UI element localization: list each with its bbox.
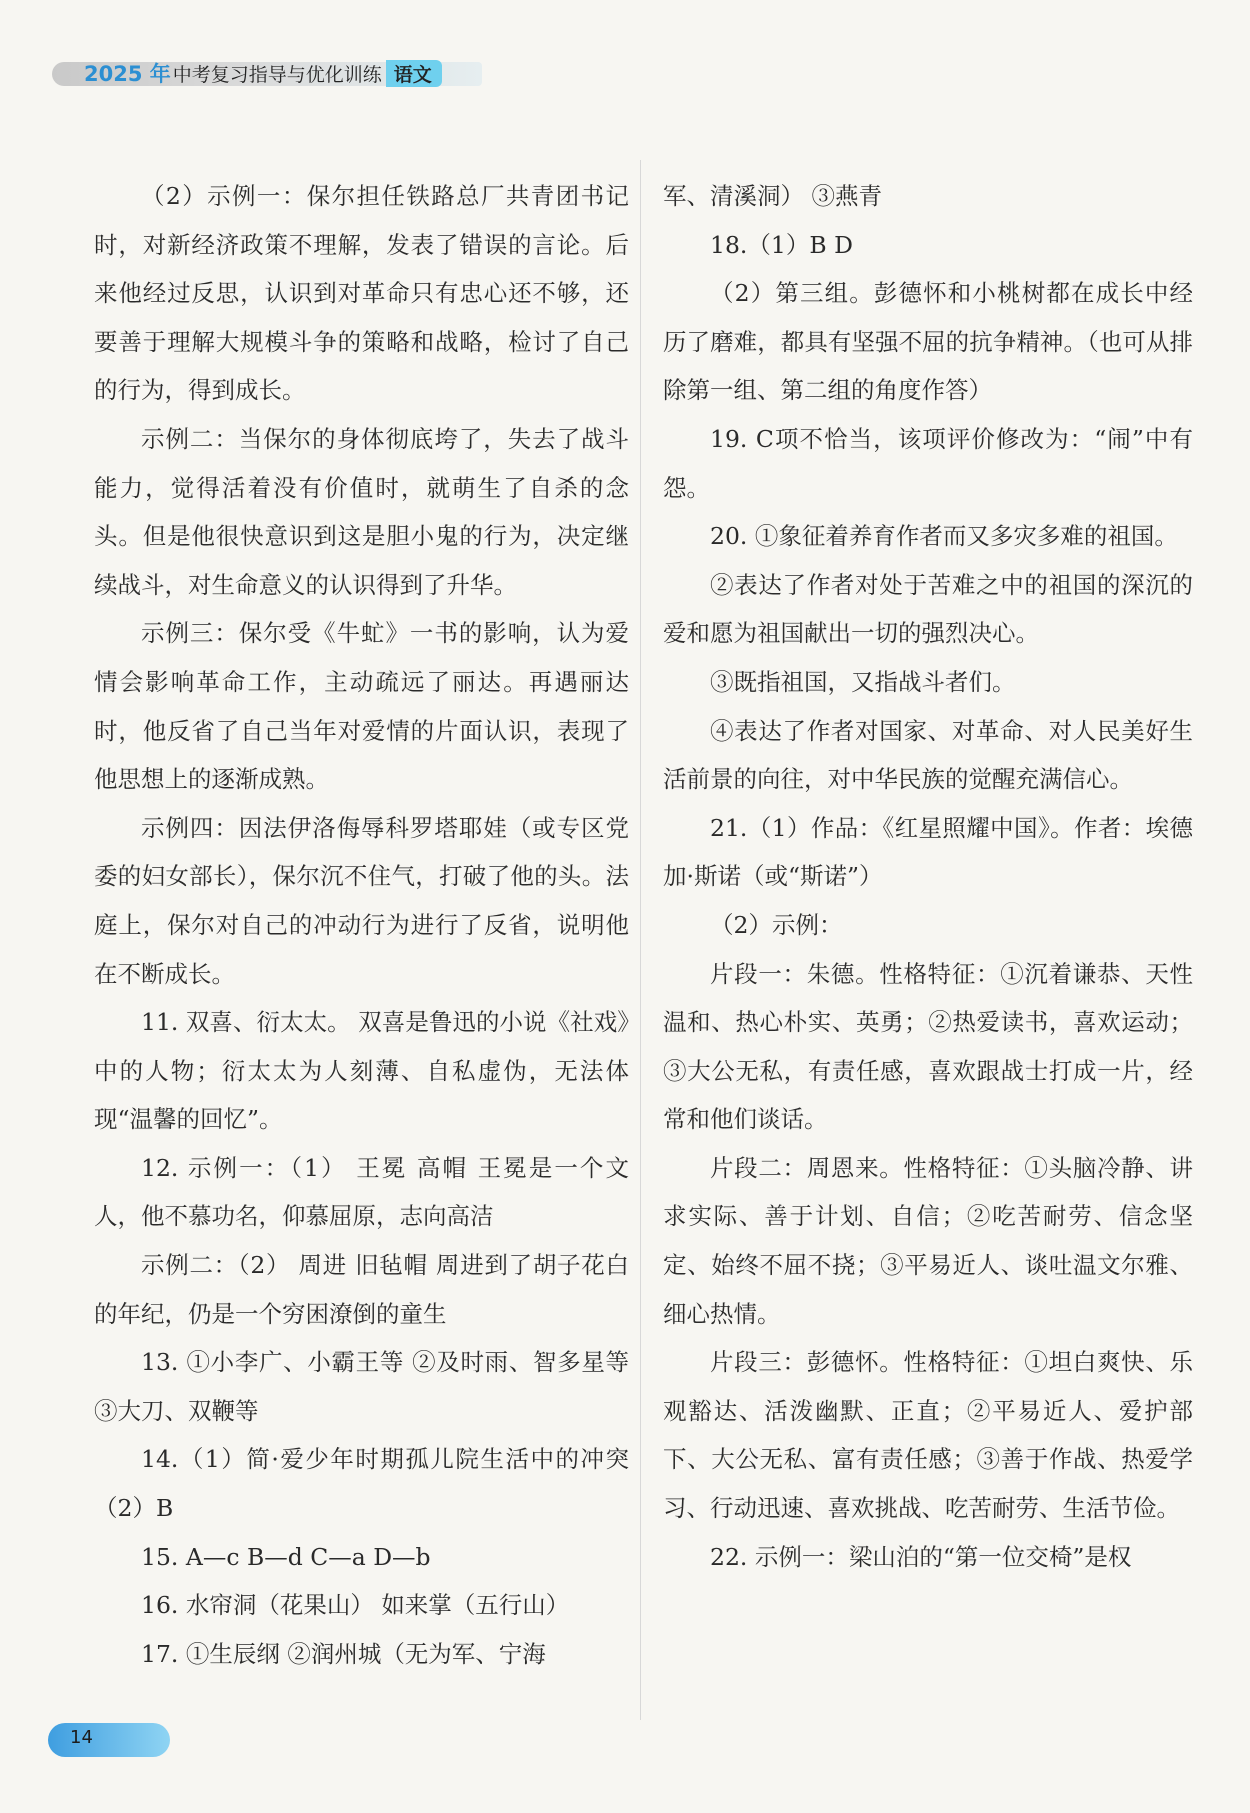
answer-paragraph: 片段二：周恩来。性格特征：①头脑冷静、讲求实际、善于计划、自信；②吃苦耐劳、信念坚定、始终不屈不挠；③平易近人、谈吐温文尔雅、细心热情。 [663,1153,1193,1328]
page-number: 14 [70,1727,93,1748]
header-title: 中考复习指导与优化训练 [172,63,382,86]
answer-paragraph: （2）示例一：保尔担任铁路总厂共青团书记时，对新经济政策不理解，发表了错误的言论。后来他经过反思，认识到对革命只有忠心还不够，还要善于理解大规模斗争的策略和战略，检讨了自己的行为，得到成长。 [94,182,629,405]
page-header [52,58,442,88]
answer-paragraph: 19. C项不恰当，该项评价修改为：“闹”中有怨。 [663,424,1193,502]
answer-paragraph: 示例三：保尔受《牛虻》一书的影响，认为爱情会影响革命工作，主动疏远了丽达。再遇丽达时，他反省了自己当年对爱情的片面认识，表现了他思想上的逐渐成熟。 [94,619,629,794]
answer-paragraph: 20. ①象征着养育作者而又多灾多难的祖国。 [710,522,1178,551]
answer-paragraph: 示例四：因法伊洛侮辱科罗塔耶娃（或专区党委的妇女部长），保尔沉不住气，打破了他的头。法庭上，保尔对自己的冲动行为进行了反省，说明他在不断成长。 [94,813,629,988]
answer-paragraph: 16. 水帘洞（花果山） 如来掌（五行山） [141,1591,570,1620]
answer-paragraph: 17. ①生辰纲 ②润州城（无为军、宁海 [141,1639,546,1668]
page-number-tab [48,1723,170,1757]
answer-paragraph: （2）第三组。彭德怀和小桃树都在成长中经历了磨难，都具有坚强不屈的抗争精神。（也可从排除第一组、第二组的角度作答） [663,279,1193,405]
answer-paragraph: 示例二：（2） 周进 旧毡帽 周进到了胡子花白的年纪，仍是一个穷困潦倒的童生 [94,1251,629,1328]
answer-paragraph: 示例二：当保尔的身体彻底垮了，失去了战斗能力，觉得活着没有价值时，就萌生了自杀的念头。但是他很快意识到这是胆小鬼的行为，决定继续战斗，对生命意义的认识得到了升华。 [94,424,629,599]
answer-paragraph: 15. A—c B—d C—a D—b [141,1542,431,1571]
column-divider [640,160,641,1720]
header-year: 2025 年 [84,62,171,86]
answer-paragraph: 片段一：朱德。性格特征：①沉着谦恭、天性温和、热心朴实、英勇；②热爱读书，喜欢运动；③大公无私，有责任感，喜欢跟战士打成一片，经常和他们谈话。 [663,959,1193,1134]
answer-paragraph: 13. ①小李广、小霸王等 ②及时雨、智多星等 ③大刀、双鞭等 [94,1348,629,1425]
answer-paragraph: 14.（1）简·爱少年时期孤儿院生活中的冲突 （2）B [94,1445,629,1523]
answer-paragraph: 军、清溪洞） ③燕青 [663,182,882,210]
answer-paragraph: ②表达了作者对处于苦难之中的祖国的深沉的爱和愿为祖国献出一切的强烈决心。 [663,570,1193,648]
answer-paragraph: 片段三：彭德怀。性格特征：①坦白爽快、乐观豁达、活泼幽默、正直；②平易近人、爱护部下、大公无私、富有责任感；③善于作战、热爱学习、行动迅速、喜欢挑战、吃苦耐劳、生活节俭。 [663,1348,1193,1523]
answer-paragraph: 21.（1）作品：《红星照耀中国》。作者：埃德加·斯诺（或“斯诺”） [663,813,1193,891]
answer-paragraph: 12. 示例一：（1） 王冕 高帽 王冕是一个文人，他不慕功名，仰慕屈原，志向高洁 [94,1153,629,1231]
answer-paragraph: （2）示例： [710,910,843,939]
header-subject-badge: 语文 [386,60,442,87]
answer-paragraph: ③既指祖国，又指战斗者们。 [710,667,1016,696]
answer-paragraph: 22. 示例一：梁山泊的“第一位交椅”是权 [710,1542,1132,1571]
answer-paragraph: ④表达了作者对国家、对革命、对人民美好生活前景的向往，对中华民族的觉醒充满信心。 [663,716,1193,794]
answer-paragraph: 18.（1）B D [710,230,853,259]
left-column [94,172,629,1678]
answer-paragraph: 11. 双喜、衍太太。 双喜是鲁迅的小说《社戏》中的人物；衍太太为人刻薄、自私虚伪，无法体现“温馨的回忆”。 [94,1008,629,1134]
right-column [663,172,1193,1581]
